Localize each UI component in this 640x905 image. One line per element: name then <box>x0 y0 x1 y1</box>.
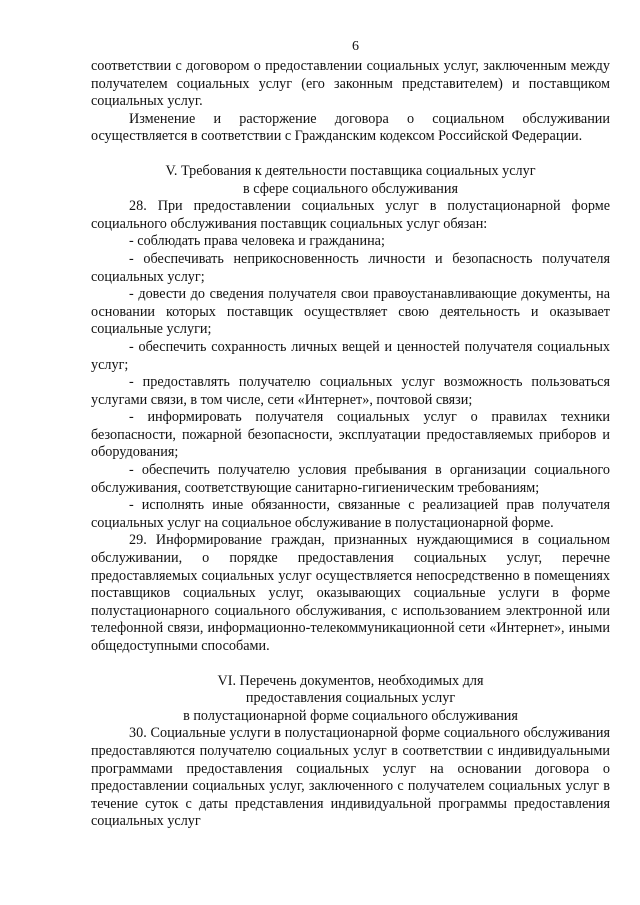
section-6-heading <box>91 673 610 726</box>
section-6-heading-line-2: предоставления социальных услуг <box>245 690 456 707</box>
list-item: - соблюдать права человека и гражданина; <box>129 233 385 250</box>
list-item: - информировать получателя социальных услуг о правилах техники безопасности, пожарной безопасности, эксплуатации предоставляемых приборов и оборудования; <box>91 409 610 461</box>
intro-paragraph-1: соответствии с договором о предоставлении социальных услуг, заключенным между получателем социальных услуг (его законным представителем) и поставщиком социальных услуг. <box>91 58 610 110</box>
paragraph-28: 28. При предоставлении социальных услуг в полустационарной форме социального обслуживания поставщик социальных услуг обязан: <box>91 198 610 232</box>
paragraph-29: 29. Информирование граждан, признанных нуждающимися в социальном обслуживании, о порядке предоставления социальных услуг, перечне предоставляемых социальных услуг осуществляется непосредственно в помещениях поставщиков социальных услуг, оказывающих социальные услуги в форме полустационарного социального обслуживания, с использованием электронной или телефонной связи, информационно-телекоммуникационной сети «Интернет», иными общедоступными способами. <box>91 532 610 654</box>
section-5-heading-line-2: в сфере социального обслуживания <box>243 180 458 197</box>
list-item: - предоставлять получателю социальных услуг возможность пользоваться услугами связи, в том числе, сети «Интернет», почтовой связи; <box>91 374 610 408</box>
list-item: - исполнять иные обязанности, связанные с реализацией прав получателя социальных услуг на социальное обслуживание в полустационарной форме. <box>91 497 610 531</box>
list-item: - довести до сведения получателя свои правоустанавливающие документы, на основании которых поставщик осуществляет свою деятельность и оказывает социальные услуги; <box>91 286 610 338</box>
section-5-heading-line-1: V. Требования к деятельности поставщика социальных услуг <box>165 162 536 179</box>
section-6-heading-line-3: в полустационарной форме социального обслуживания <box>183 707 518 724</box>
list-item: - обеспечить сохранность личных вещей и ценностей получателя социальных услуг; <box>91 338 610 373</box>
list-item: - обеспечить получателю условия пребывания в организации социального обслуживания, соответствующие санитарно-гигиеническим требованиям; <box>91 462 610 496</box>
paragraph-30: 30. Социальные услуги в полустационарной форме социального обслуживания предоставляются получателю социальных услуг в соответствии с индивидуальными программами предоставления социальных услуг на основании договора о предоставлении социальных услуг, заключенного с получателем социальных услуг в течение суток с даты представления индивидуальной программы предоставления социальных услуг <box>91 725 610 830</box>
section-5-heading <box>91 163 610 198</box>
list-item: - обеспечивать неприкосновенность личности и безопасность получателя социальных услуг; <box>91 250 610 285</box>
section-6-heading-line-1: VI. Перечень документов, необходимых для <box>217 672 484 689</box>
page-number: 6 <box>352 39 359 54</box>
intro-paragraph-2: Изменение и расторжение договора о социальном обслуживании осуществляется в соответствии с Гражданским кодексом Российской Федерации. <box>91 110 610 145</box>
